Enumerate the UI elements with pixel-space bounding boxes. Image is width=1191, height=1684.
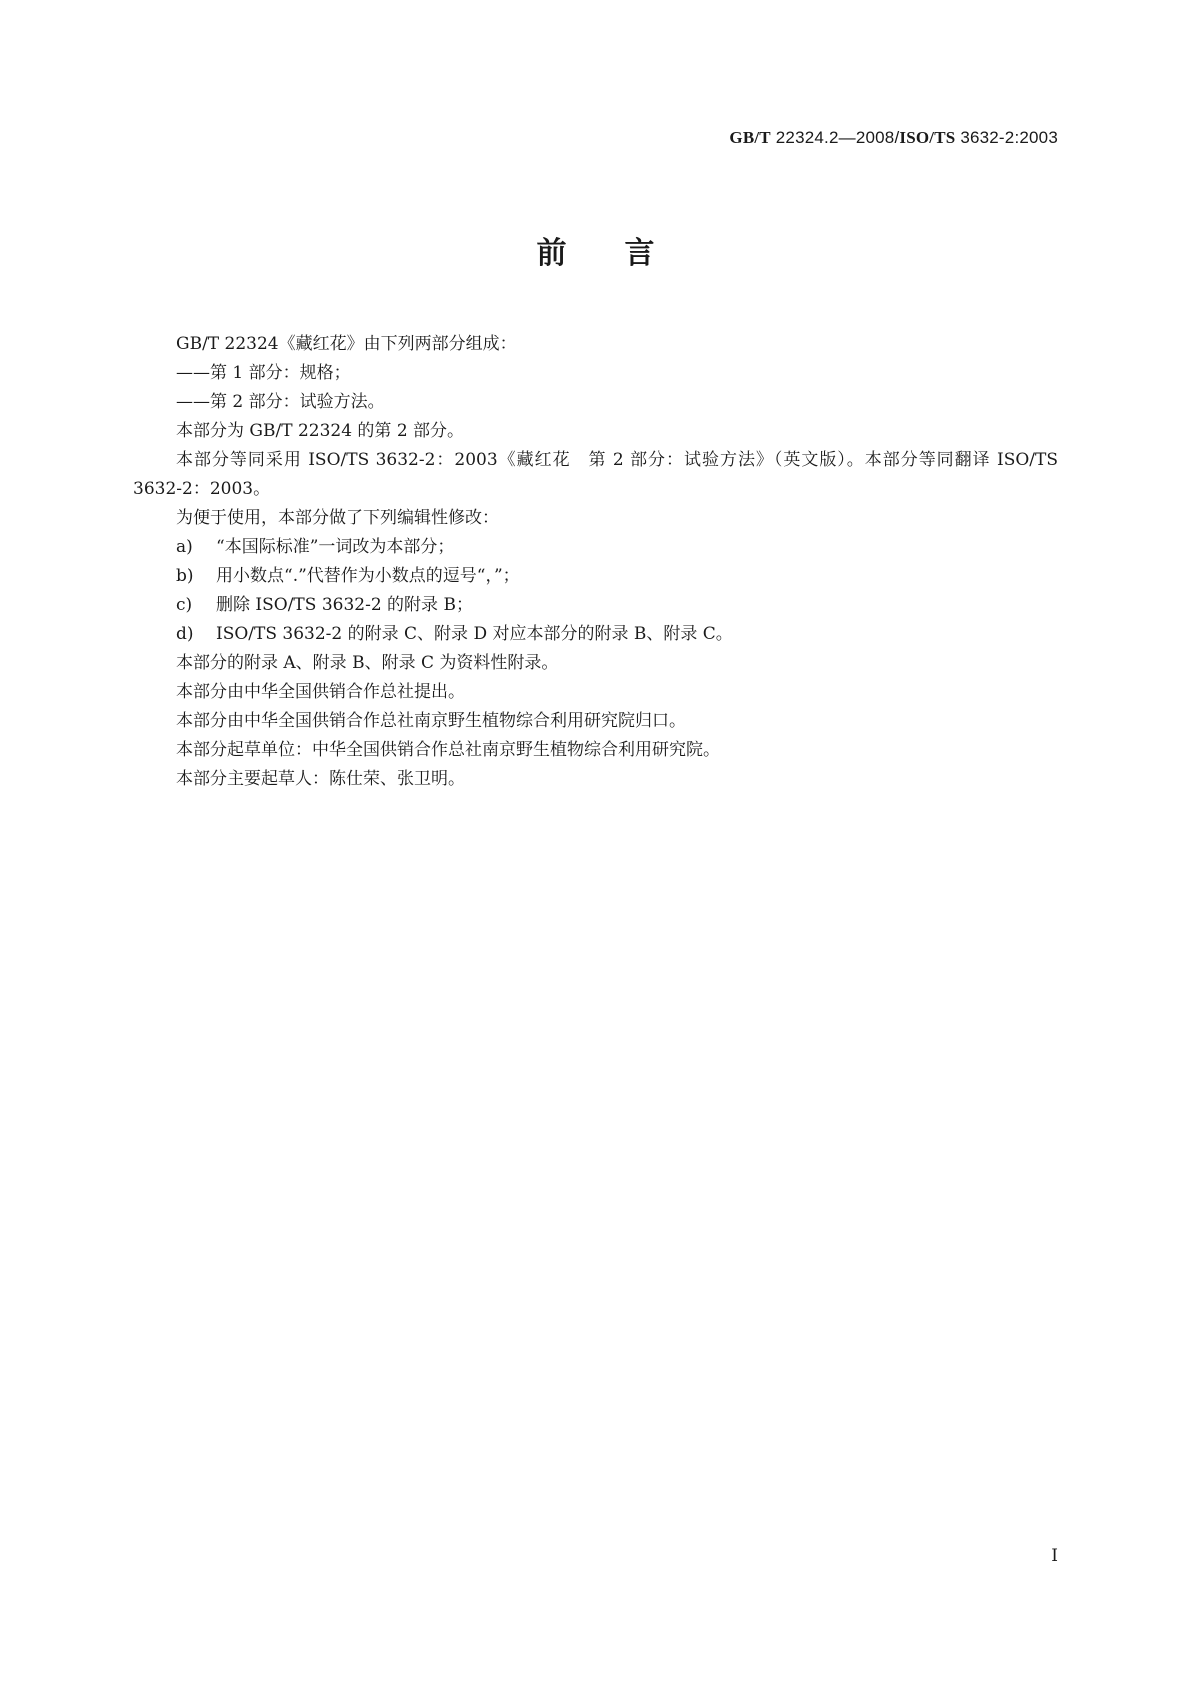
paragraph: 本部分的附录 A、附录 B、附录 C 为资料性附录。	[176, 653, 559, 673]
list-item-text: “本国际标准”一词改为本部分；	[216, 537, 455, 557]
standard-code-number: 22324.2—2008/	[770, 128, 900, 147]
paragraph: ——第 2 部分：试验方法。	[176, 392, 385, 412]
paragraph: ——第 1 部分：规格；	[176, 363, 351, 383]
list-item-marker: c)	[176, 595, 193, 615]
page-number: I	[1051, 1546, 1058, 1566]
paragraph: 为便于使用，本部分做了下列编辑性修改：	[176, 508, 499, 528]
standard-code	[729, 128, 1058, 148]
list-item-marker: a)	[176, 537, 193, 557]
list-item	[133, 591, 1058, 620]
list-item-marker: d)	[176, 624, 194, 644]
paragraph: GB/T 22324《藏红花》由下列两部分组成：	[176, 334, 517, 354]
list-item-text: 用小数点“.”代替作为小数点的逗号“，”；	[216, 566, 520, 586]
standard-code-iso-number: 3632-2:2003	[955, 128, 1058, 147]
list-item-text: 删除 ISO/TS 3632-2 的附录 B；	[216, 595, 473, 615]
list-item	[133, 533, 1058, 562]
paragraph: 本部分起草单位：中华全国供销合作总社南京野生植物综合利用研究院。	[176, 740, 720, 760]
paragraph: 本部分由中华全国供销合作总社提出。	[176, 682, 465, 702]
paragraph: 本部分由中华全国供销合作总社南京野生植物综合利用研究院归口。	[176, 711, 686, 731]
list-item	[133, 620, 1058, 649]
foreword-body	[133, 330, 1058, 794]
list-item-marker: b)	[176, 566, 194, 586]
page-title: 前言	[536, 236, 713, 271]
standard-code-iso: ISO/TS	[899, 128, 956, 147]
standard-code-gb: GB/T	[729, 128, 771, 147]
list-item-text: ISO/TS 3632-2 的附录 C、附录 D 对应本部分的附录 B、附录 C。	[216, 624, 733, 644]
list-item	[133, 562, 1058, 591]
paragraph: 本部分为 GB/T 22324 的第 2 部分。	[176, 421, 465, 441]
paragraph: 本部分等同采用 ISO/TS 3632-2：2003《藏红花 第 2 部分：试验方法》（英文版）。本部分等同翻译 ISO/TS 3632-2：2003。	[133, 450, 1058, 499]
paragraph: 本部分主要起草人：陈仕荣、张卫明。	[176, 769, 465, 789]
